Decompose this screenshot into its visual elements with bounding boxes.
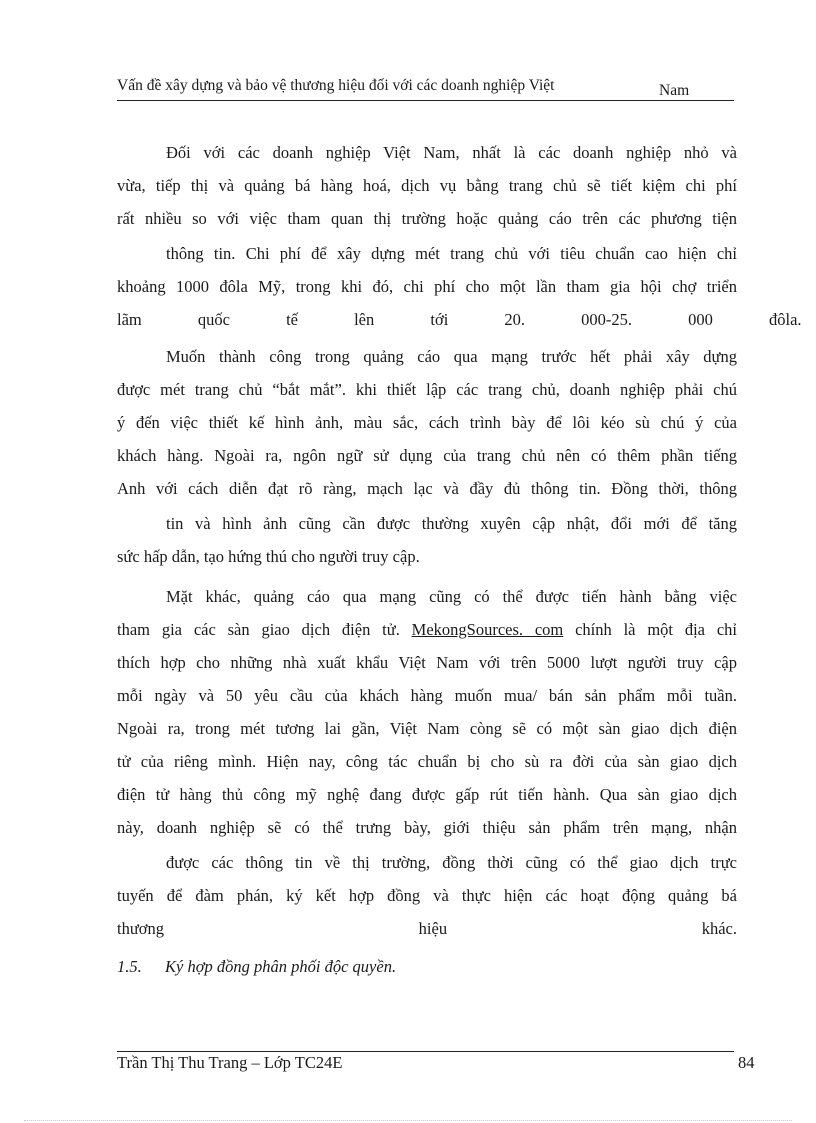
header-title-end: Nam <box>659 82 690 99</box>
body-line: rất nhiều so với việc tham quan thị trường hoặc quảng cáo trên các phương tiện <box>117 209 737 228</box>
page-header <box>117 74 734 101</box>
page-number: 84 <box>738 1053 755 1072</box>
body-line: Anh với cách diễn đạt rõ ràng, mạch lạc và đầy đủ thông tin. Đồng thời, thông <box>117 479 737 498</box>
body-line <box>117 619 737 641</box>
body-line: khoảng 1000 đôla Mỹ, trong khi đó, chi phí cho một lần tham gia hội chợ triển <box>117 277 737 296</box>
footer-divider <box>117 1051 734 1052</box>
body-line: thích hợp cho những nhà xuất khẩu Việt Nam với trên 5000 lượt người truy cập <box>117 653 737 672</box>
body-line: Đối với các doanh nghiệp Việt Nam, nhất là các doanh nghiệp nhỏ và <box>166 143 737 162</box>
body-line: Ngoài ra, trong mét tương lai gần, Việt Nam còng sẽ có một sàn giao dịch điện <box>117 719 737 738</box>
body-line: này, doanh nghiệp sẽ có thể trưng bày, giới thiệu sản phẩm trên mạng, nhận <box>117 818 737 837</box>
body-text: chính là một địa chỉ <box>563 620 737 639</box>
body-text: tham gia các sàn giao dịch điện tử. <box>117 620 412 639</box>
mekongsources-link[interactable]: MekongSources. com <box>411 620 564 639</box>
body-line: Muốn thành công trong quảng cáo qua mạng trước hết phải xây dựng <box>166 347 737 366</box>
footer-author: Trần Thị Thu Trang – Lớp TC24E <box>117 1053 343 1072</box>
body-line: thông tin. Chi phí để xây dựng mét trang chủ với tiêu chuẩn cao hiện chỉ <box>166 244 737 263</box>
header-title: Vấn đề xây dựng và bảo vệ thương hiệu đối với các doanh nghiệp Việt <box>117 77 555 94</box>
body-line: được mét trang chủ “bắt mắt”. khi thiết lập các trang chủ, doanh nghiệp phải chú <box>117 380 737 399</box>
body-line: khách hàng. Ngoài ra, ngôn ngữ sử dụng của trang chủ nên có thêm phần tiếng <box>117 446 737 465</box>
body-line: vừa, tiếp thị và quảng bá hàng hoá, dịch vụ bằng trang chủ sẽ tiết kiệm chi phí <box>117 176 737 195</box>
body-line: tử của riêng mình. Hiện nay, công tác chuẩn bị cho sù ra đời của sàn giao dịch <box>117 752 737 771</box>
page-edge-divider <box>24 1120 792 1121</box>
body-line: tin và hình ảnh cũng cần được thường xuyên cập nhật, đổi mới để tăng <box>166 514 737 533</box>
body-line: tuyến để đàm phán, ký kết hợp đồng và thực hiện các hoạt động quảng bá <box>117 886 737 905</box>
body-line: điện tử hàng thủ công mỹ nghệ đang được gấp rút tiến hành. Qua sàn giao dịch <box>117 785 737 804</box>
body-line: được các thông tin về thị trường, đồng thời cũng có thể giao dịch trực <box>166 853 737 872</box>
body-line: lãm quốc tế lên tới 20. 000-25. 000 đôla. <box>117 310 802 329</box>
body-line: thương hiệu khác. <box>117 919 737 938</box>
body-line: mỗi ngày và 50 yêu cầu của khách hàng muốn mua/ bán sản phẩm mỗi tuần. <box>117 686 737 705</box>
section-title: Ký hợp đồng phân phối độc quyền. <box>165 957 397 976</box>
body-line: Mặt khác, quảng cáo qua mạng cũng có thể được tiến hành bằng việc <box>166 587 737 606</box>
section-number: 1.5. <box>117 957 142 976</box>
body-line: ý đến việc thiết kế hình ảnh, màu sắc, cách trình bày để lôi kéo sù chú ý của <box>117 413 737 432</box>
body-line: sức hấp dẫn, tạo hứng thú cho người truy cập. <box>117 547 420 566</box>
